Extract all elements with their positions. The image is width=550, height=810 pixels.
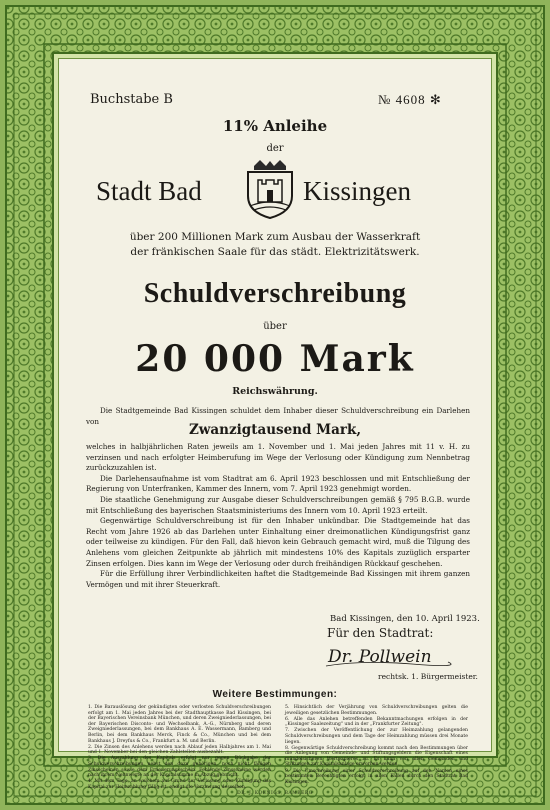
term-item: 7. Zwischen der Veröffentlichung der zur Heimzahlung gelangenden Schuldverschreibungen und dem Tage der Heimzahlung müssen drei Monate liegen. [285,728,468,745]
issuer-name-right: Kissingen [303,176,411,206]
issuer-name-left: Stadt Bad [96,176,202,206]
terms-paragraph: Für die Erfüllung ihrer Verbindlichkeiten haftet die Stadtgemeinde Bad Kissingen mit ihrem ganzen Vermögen und mit ihrer Steuerkraft. [86,569,470,589]
face-value: 20 000 Mark [135,338,415,380]
signature [322,642,452,670]
loan-purpose-line-2: der fränkischen Saale für das städt. Elektrizitätswerk. [130,246,420,258]
signatory-title: rechtsk. 1. Bürgermeister. [378,672,478,681]
term-item: 6. Alle das Anlehen betreffenden Bekanntmachungen erfolgen in der „Kissinger Saalezeitung" und in der „Frankfurter Zeitung". [285,716,468,728]
term-item: 4. Mit dem Tage, an welchem auf Grund der Verlosung oder Kündigung das Kapital zur Heimzahlung fällig ist, endigt die Verzinsung desselben. [88,779,271,790]
terms-text [86,442,470,590]
serial-number: № 4608 ✻ [378,92,442,107]
term-item: 3. Die Auszahlung des Kapitals erfolgt nur gegen Rückgabe der Schuldverschreibungen nebst den dazu gehörigen, noch nicht fälligen Zinsscheinen sowie dem Erneuerungsschein. Fehlende Zinsscheine werden nach ihrem Nennwerte an der Kapitalsumme in Abzug gebracht. [88,756,271,779]
term-item: 8. Gegenwärtige Schuldverschreibung kommt nach den Bestimmungen über die Anlegung von Gemeinde- und Stiftungsgeldern die Eigenschaft eines mündelsicheren Wertpapieres zu. Es kann von allen Gemeinden und Stiftungen zur Kapitalsanlage erworben werden. [285,745,468,768]
currency-label: Reichswährung. [232,386,318,397]
terms-paragraph: Die Darlehensaufnahme ist vom Stadtrat am 6. April 1923 beschlossen und mit Entschließung der Regierung von Unterfranken, Kammer des Innern, vom 7. April 1923 genehmigt worden. [86,473,470,494]
term-item: 5. Hinsichtlich der Verjährung von Schuldverschreibungen gelten die jeweiligen gesetzlichen Bestimmungen. [285,705,468,716]
article-der: der [266,143,284,154]
term-item: 9. Die Umschreibung einer Schuldverschreibung auf den Namen eines bestimmten Berechtigten erfolgt in allen Fällen durch den Stadtrat Bad Kissingen. [285,768,468,785]
terms-paragraph: welches in halbjährlichen Raten jeweils am 1. November und 1. Mai jeden Jahres mit 11 v. H. zu verzinsen und nach erfolgter Heimberufung im Wege der Verlosung oder Kündigung zum Nennbetrag zurückzuzahlen ist. [86,442,470,473]
signature-name: Dr. Pollwein [328,647,432,667]
additional-terms [88,705,468,791]
amount-in-words: Zwanzigtausend Mark, [188,422,362,438]
document-title: Schuldverschreibung [143,278,407,309]
series-letter: Buchstabe B [90,92,173,107]
signatory-body: Für den Stadtrat: [327,626,434,640]
additional-terms-heading: Weitere Bestimmungen: [212,689,338,700]
additional-terms-left [88,705,271,791]
loan-rate-heading: 11% Anleihe [222,117,328,135]
coat-of-arms-icon [244,158,296,220]
label-ueber: über [263,321,287,332]
term-item: 1. Die Barauslösung der gekündigten oder verlosten Schuldverschreibungen erfolgt am 1. Mai jeden Jahres bei der Stadthauptkasse Bad Kissingen, bei der Bayerischen Vereinsbank München, und deren Zweigniederlassungen, bei der Bayerischen Disconto- und Wechselbank, A.-G., Nürnberg und deren Zweigniederlassungen, bei dem Bankhaus A. E. Wassermann, Bamberg und Berlin, bei dem Bankhaus Merck, Finck & Co., München und bei dem Bankhaus J. Dreyfus & Co., Frankfurt a. M. und Berlin. [88,705,271,744]
terms-paragraph: Die staatliche Genehmigung zur Ausgabe dieser Schuldverschreibungen gemäß § 795 B.G.B. wurde mit Entschließung des bayerischen Staatsministeriums des Innern vom 10. April 1923 erteilt. [86,494,470,515]
term-item: 2. Die Zinsen des Anlehens werden nach Ablauf jeden Halbjahres am 1. Mai und 1. November bei den gleichen Zahlstellen ausbezahlt. [88,744,271,756]
loan-purpose [0,230,550,260]
debt-statement-text: Die Stadtgemeinde Bad Kissingen schuldet dem Inhaber dieser Schuldverschreibung ein Darlehen von [86,406,470,426]
place-and-date: Bad Kissingen, den 10. April 1923. [330,614,480,624]
terms-paragraph: Gegenwärtige Schuldverschreibung ist für den Inhaber unkündbar. Die Stadtgemeinde hat das Recht vom Jahre 1926 ab das Darlehen unter Einhaltung einer dreimonatlichen Kündigungsfrist ganz oder teilweise zu kündigen. Für den Fall, daß hievon kein Gebrauch gemacht wird, muß die Tilgung des Anlehens vom gleichen Zeitpunkte ab jährlich mit mindestens 10% des Kapitals zuzüglich ersparter Zinsen erfolgen. Dies kann im Wege der Verlosung oder durch freihändigen Rückkauf geschehen. [86,516,470,568]
loan-purpose-line-1: über 200 Millionen Mark zum Ausbau der Wasserkraft [129,231,421,243]
additional-terms-right [285,705,468,791]
printer-imprint: DR. J. KOENIGS, BAMBERG [237,791,313,796]
